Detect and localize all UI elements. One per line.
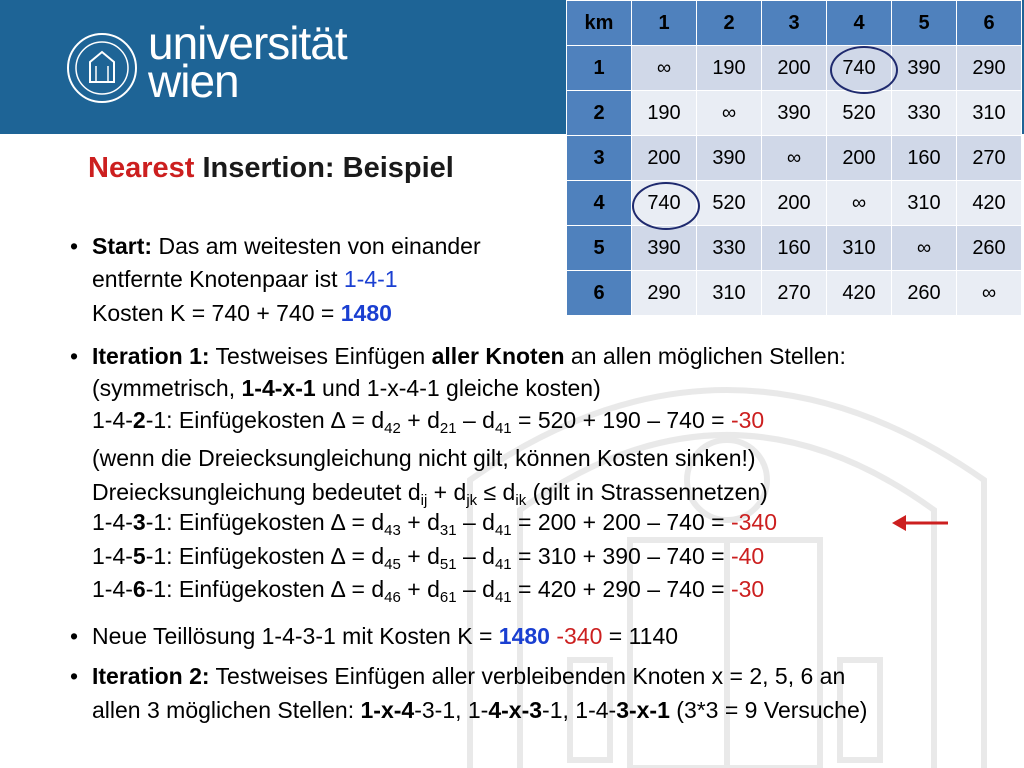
bullet-icon: • — [70, 623, 79, 649]
iter1-text-bold: aller Knoten — [431, 343, 565, 369]
n2-s3: ik — [515, 492, 527, 509]
table-cell: 390 — [892, 46, 957, 91]
table-header-cell: km — [567, 1, 632, 46]
table-cell: 200 — [632, 136, 697, 181]
r4-b: 6 — [132, 576, 146, 602]
iter1-row-3 — [92, 507, 777, 537]
table-cell: 310 — [827, 226, 892, 271]
iter2-line-2 — [92, 695, 867, 725]
iter1-text2: an allen möglichen Stellen: — [564, 343, 846, 369]
table-cell: 160 — [762, 226, 827, 271]
logo-line2: wien — [148, 55, 239, 107]
table-cell: 260 — [892, 271, 957, 316]
start-line-1 — [92, 231, 481, 261]
iter2-line-1 — [92, 661, 845, 691]
l2-a: allen 3 möglichen Stellen: — [92, 697, 361, 723]
table-cell: 290 — [632, 271, 697, 316]
r1-b: 2 — [132, 407, 146, 433]
r3-b: 5 — [132, 543, 146, 569]
sym-b: 1-4-x-1 — [241, 375, 316, 401]
table-cell: 420 — [957, 181, 1022, 226]
iter1-row-2 — [92, 405, 764, 435]
partial-line — [92, 621, 678, 651]
r2-b: 3 — [132, 509, 146, 535]
r1-s1: 42 — [384, 420, 401, 437]
r2-s2: 31 — [439, 522, 457, 539]
r3-s2: 51 — [439, 556, 457, 573]
n2-d: (gilt in Strassennetzen) — [526, 479, 768, 505]
table-row-header: 2 — [567, 91, 632, 136]
table-header-cell: 4 — [827, 1, 892, 46]
table-cell: 520 — [697, 181, 762, 226]
r4-f: = 420 + 290 – 740 = — [511, 576, 731, 602]
bullet-icon: • — [70, 343, 79, 369]
table-cell: 190 — [697, 46, 762, 91]
r4-s2: 61 — [439, 589, 457, 606]
table-row — [567, 46, 1022, 91]
table-row-header: 5 — [567, 226, 632, 271]
bullet-icon: • — [70, 233, 79, 259]
bullet-icon: • — [70, 663, 79, 689]
r1-c: -1: Einfügekosten ∆ = d — [145, 407, 385, 433]
university-seal-icon — [66, 32, 138, 104]
table-row-header: 4 — [567, 181, 632, 226]
table-cell: ∞ — [697, 91, 762, 136]
table-cell: ∞ — [632, 46, 697, 91]
table-cell: 330 — [697, 226, 762, 271]
l2-g: (3*3 = 9 Versuche) — [669, 697, 868, 723]
left-arrow-icon — [890, 512, 950, 534]
start-line-3 — [92, 298, 392, 328]
table-header-cell: 3 — [762, 1, 827, 46]
r2-e: – d — [456, 509, 495, 535]
r4-c: -1: Einfügekosten ∆ = d — [145, 576, 385, 602]
r4-d: + d — [400, 576, 440, 602]
n2-c: ≤ d — [477, 479, 516, 505]
r1-s2: 21 — [439, 420, 457, 437]
table-cell: 270 — [762, 271, 827, 316]
table-cell: 740 — [827, 46, 892, 91]
table-cell: 200 — [762, 181, 827, 226]
note-line-2 — [92, 477, 768, 507]
l2-f: 3-x-1 — [616, 697, 670, 723]
r4-val: -30 — [730, 576, 765, 602]
n2-a: Dreiecksungleichung bedeutet d — [92, 479, 421, 505]
table-cell: 160 — [892, 136, 957, 181]
title-rest: Insertion: Beispiel — [194, 152, 454, 184]
table-cell: 310 — [957, 91, 1022, 136]
n2-s2: jk — [466, 492, 478, 509]
table-row-header: 6 — [567, 271, 632, 316]
l2-c: -3-1, 1- — [414, 697, 489, 723]
r2-d: + d — [400, 509, 440, 535]
table-cell: 310 — [892, 181, 957, 226]
table-cell: 310 — [697, 271, 762, 316]
r3-s3: 41 — [494, 556, 512, 573]
table-header-cell: 6 — [957, 1, 1022, 46]
partial-result: = 1140 — [602, 623, 679, 649]
r2-s3: 41 — [494, 522, 512, 539]
r4-s1: 46 — [384, 589, 401, 606]
table-row — [567, 271, 1022, 316]
table-cell: ∞ — [827, 181, 892, 226]
highlight-circle-d41 — [632, 182, 700, 230]
r1-a: 1-4- — [92, 407, 133, 433]
page-title — [88, 152, 454, 185]
r1-s3: 41 — [494, 420, 512, 437]
r3-c: -1: Einfügekosten ∆ = d — [145, 543, 385, 569]
start-label: Start: — [92, 233, 153, 259]
table-header-cell: 2 — [697, 1, 762, 46]
l2-d: 4-x-3 — [488, 697, 543, 723]
r3-a: 1-4- — [92, 543, 133, 569]
r3-d: + d — [400, 543, 440, 569]
r4-s3: 41 — [494, 589, 512, 606]
iter1-row-6 — [92, 574, 764, 604]
partial-cost: 1480 — [498, 623, 550, 649]
table-row — [567, 226, 1022, 271]
n2-b: + d — [427, 479, 467, 505]
r4-e: – d — [456, 576, 495, 602]
start-line-2 — [92, 264, 398, 294]
r2-s1: 43 — [384, 522, 401, 539]
start-pair: 1-4-1 — [343, 266, 398, 292]
table-header-cell: 1 — [632, 1, 697, 46]
table-cell: 330 — [892, 91, 957, 136]
table-cell: 190 — [632, 91, 697, 136]
iter2-text1: Testweises Einfügen aller verbleibenden Knoten x = 2, 5, 6 an — [209, 663, 846, 689]
iter1-text1: Testweises Einfügen — [209, 343, 432, 369]
start-text2: entfernte Knotenpaar ist — [92, 266, 344, 292]
partial-delta: -340 — [549, 623, 603, 649]
r3-val: -40 — [730, 543, 765, 569]
table-cell: 390 — [697, 136, 762, 181]
r3-s1: 45 — [384, 556, 401, 573]
r2-f: = 200 + 200 – 740 = — [511, 509, 731, 535]
table-cell: ∞ — [957, 271, 1022, 316]
table-cell: 740 — [632, 181, 697, 226]
sym-c: und 1-x-4-1 gleiche kosten) — [315, 375, 601, 401]
table-cell: 420 — [827, 271, 892, 316]
iter1-label: Iteration 1: — [92, 343, 210, 369]
table-cell: ∞ — [762, 136, 827, 181]
iter1-row-5 — [92, 541, 764, 571]
table-row-header: 1 — [567, 46, 632, 91]
table-cell: 390 — [762, 91, 827, 136]
partial-text: Neue Teillösung 1-4-3-1 mit Kosten K = — [92, 623, 499, 649]
r1-d: + d — [400, 407, 440, 433]
table-header-row — [567, 1, 1022, 46]
l2-b: 1-x-4 — [360, 697, 415, 723]
sym-a: (symmetrisch, — [92, 375, 242, 401]
iter1-line-2 — [92, 373, 601, 403]
r2-val: -340 — [730, 509, 778, 535]
table-row — [567, 136, 1022, 181]
r3-e: – d — [456, 543, 495, 569]
iter1-line-1 — [92, 341, 846, 371]
r3-f: = 310 + 390 – 740 = — [511, 543, 731, 569]
r2-a: 1-4- — [92, 509, 133, 535]
start-cost: 1480 — [340, 300, 392, 326]
highlight-circle-d14 — [830, 46, 898, 94]
distance-table — [566, 0, 1022, 316]
table-header-cell: 5 — [892, 1, 957, 46]
r4-a: 1-4- — [92, 576, 133, 602]
title-nearest: Nearest — [88, 152, 195, 184]
l2-e: -1, 1-4- — [542, 697, 617, 723]
table-row — [567, 91, 1022, 136]
table-cell: 390 — [632, 226, 697, 271]
table-cell: ∞ — [892, 226, 957, 271]
table-cell: 520 — [827, 91, 892, 136]
university-logo-text — [148, 17, 347, 107]
r1-e: – d — [456, 407, 495, 433]
table-cell: 270 — [957, 136, 1022, 181]
r1-f: = 520 + 190 – 740 = — [511, 407, 731, 433]
note-line-1: (wenn die Dreiecksungleichung nicht gilt, können Kosten sinken!) — [92, 445, 756, 471]
start-text3: Kosten K = 740 + 740 = — [92, 300, 341, 326]
table-row-header: 3 — [567, 136, 632, 181]
table-cell: 200 — [827, 136, 892, 181]
n2-s1: ij — [420, 492, 428, 509]
start-text1: Das am weitesten von einander — [152, 233, 481, 259]
r1-val: -30 — [730, 407, 765, 433]
logo-line1: universität — [148, 17, 347, 69]
table-cell: 200 — [762, 46, 827, 91]
table-cell: 290 — [957, 46, 1022, 91]
iter2-label: Iteration 2: — [92, 663, 210, 689]
table-cell: 260 — [957, 226, 1022, 271]
r2-c: -1: Einfügekosten ∆ = d — [145, 509, 385, 535]
